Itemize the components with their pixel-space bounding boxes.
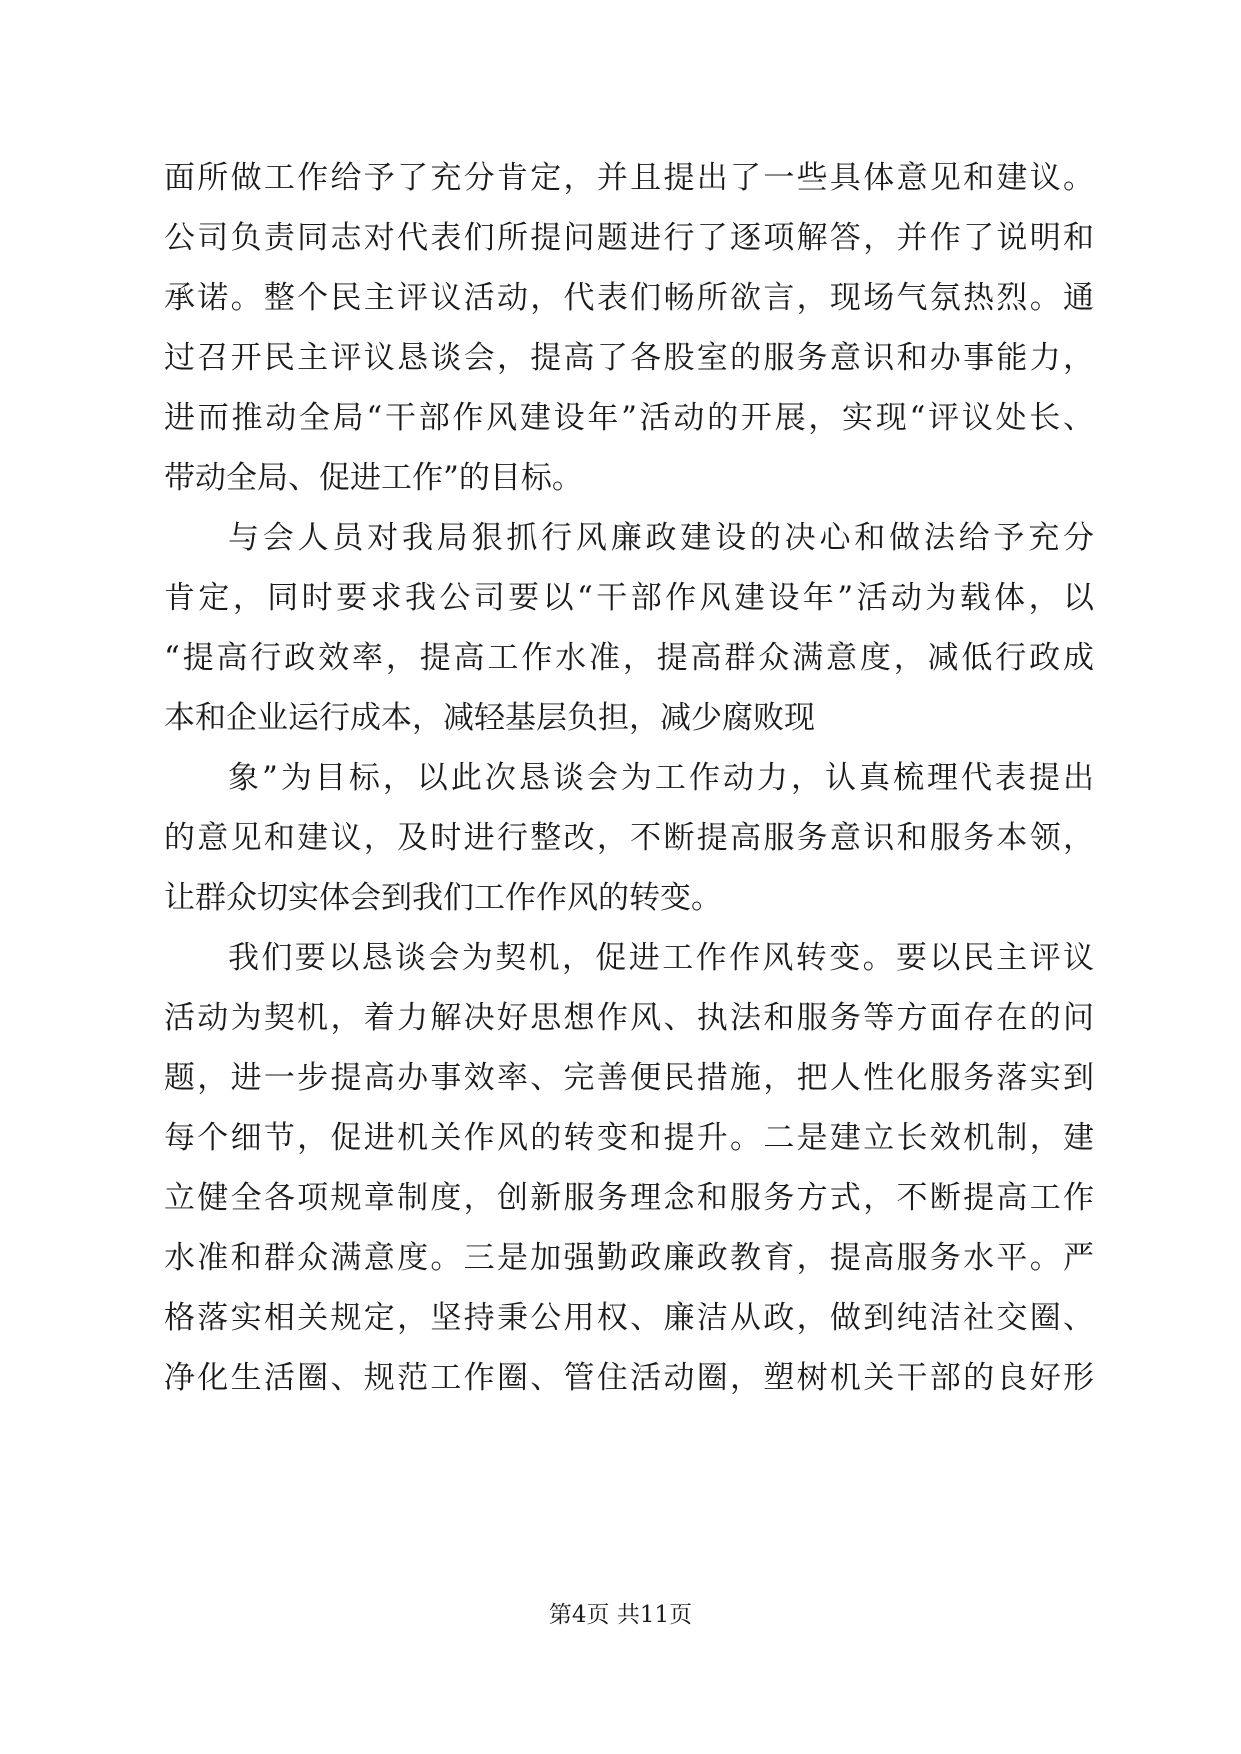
text-line: 带动全局、促进工作”的目标。 — [164, 460, 583, 496]
text-line: 肯定，同时要求我公司要以“干部作风建设年”活动为载体，以 — [164, 580, 1094, 616]
text-line: 让群众切实体会到我们工作作风的转变。 — [164, 880, 722, 916]
text-line: 面所做工作给予了充分肯定，并且提出了一些具体意见和建议。 — [164, 160, 1094, 196]
text-line: 与会人员对我局狠抓行风廉政建设的决心和做法给予充分 — [228, 520, 1094, 556]
text-line: 进而推动全局“干部作风建设年”活动的开展，实现“评议处长、 — [164, 400, 1094, 436]
text-line: 净化生活圈、规范工作圈、管住活动圈，塑树机关干部的良好形 — [164, 1360, 1094, 1396]
text-line: 活动为契机，着力解决好思想作风、执法和服务等方面存在的问 — [164, 1000, 1094, 1036]
text-line: 我们要以恳谈会为契机，促进工作作风转变。要以民主评议 — [228, 940, 1094, 976]
text-line: 象”为目标，以此次恳谈会为工作动力，认真梳理代表提出 — [228, 760, 1094, 796]
text-line: 过召开民主评议恳谈会，提高了各股室的服务意识和办事能力， — [164, 340, 1094, 376]
text-line: 格落实相关规定，坚持秉公用权、廉洁从政，做到纯洁社交圈、 — [164, 1300, 1094, 1336]
text-line: 题，进一步提高办事效率、完善便民措施，把人性化服务落实到 — [164, 1060, 1094, 1096]
page-footer: 第4页 共11页 — [548, 1602, 693, 1628]
body-text — [164, 148, 1094, 1408]
text-line: 本和企业运行成本，减轻基层负担，减少腐败现 — [164, 700, 815, 736]
text-line: 每个细节，促进机关作风的转变和提升。二是建立长效机制，建 — [164, 1120, 1094, 1156]
text-line: 承诺。整个民主评议活动，代表们畅所欲言，现场气氛热烈。通 — [164, 280, 1094, 316]
text-line: “提高行政效率，提高工作水准，提高群众满意度，减低行政成 — [164, 640, 1094, 676]
text-line: 公司负责同志对代表们所提问题进行了逐项解答，并作了说明和 — [164, 220, 1094, 256]
text-line: 立健全各项规章制度，创新服务理念和服务方式，不断提高工作 — [164, 1180, 1094, 1216]
text-line: 的意见和建议，及时进行整改，不断提高服务意识和服务本领， — [164, 820, 1094, 856]
text-line: 水准和群众满意度。三是加强勤政廉政教育，提高服务水平。严 — [164, 1240, 1094, 1276]
